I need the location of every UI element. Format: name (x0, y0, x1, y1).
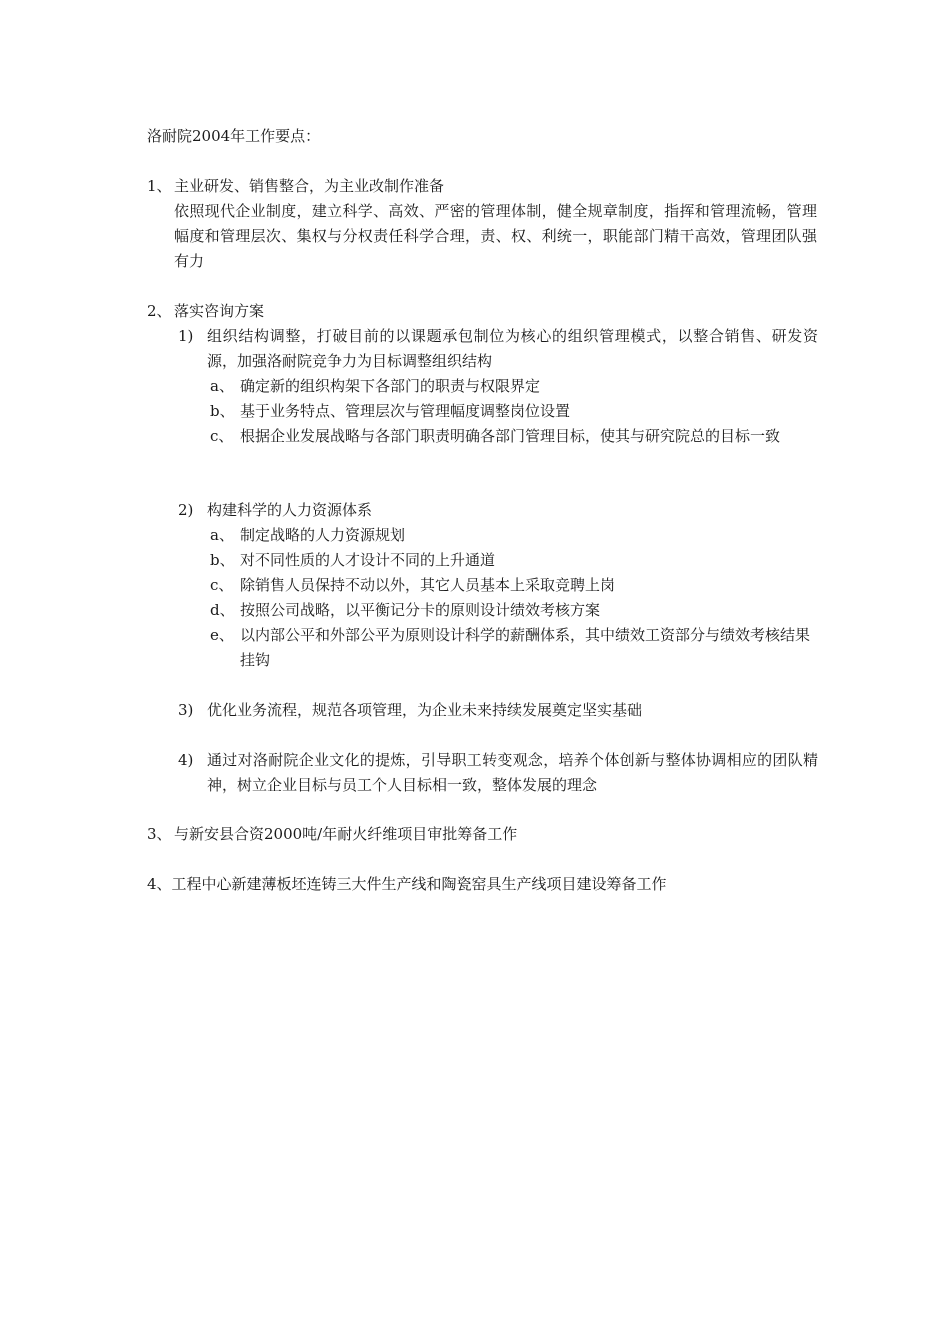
list-item-number: d、 (210, 601, 235, 619)
section-3-heading: 与新安县合资2000吨/年耐火纤维项目审批筹备工作 (174, 825, 518, 843)
list-item-number: c、 (210, 427, 234, 445)
section-4 (147, 872, 817, 897)
subsection-2-1-text: 组织结构调整，打破目前的以课题承包制位为核心的组织管理模式，以整合销售、研发资源，加强洛耐院竞争力为目标调整组织结构 (207, 327, 818, 370)
list-item-number: a、 (210, 526, 234, 544)
subsection-2-3 (178, 698, 818, 723)
subsection-2-2-number: 2) (178, 501, 194, 519)
list-item-text: 除销售人员保持不动以外，其它人员基本上采取竞聘上岗 (240, 576, 616, 594)
section-2-heading-row (147, 299, 817, 324)
section-2-heading: 落实咨询方案 (174, 302, 265, 320)
list-item-2-1-a (210, 374, 810, 399)
list-item-2-2-c (210, 573, 810, 598)
subsection-2-3-number: 3) (178, 701, 194, 719)
list-item-text: 以内部公平和外部公平为原则设计科学的薪酬体系，其中绩效工资部分与绩效考核结果挂钩 (240, 626, 811, 669)
list-item-2-2-e (210, 623, 810, 673)
list-item-text: 制定战略的人力资源规划 (240, 526, 406, 544)
subsection-2-3-text: 优化业务流程，规范各项管理，为企业未来持续发展奠定坚实基础 (207, 701, 643, 719)
subsection-2-4-text: 通过对洛耐院企业文化的提炼，引导职工转变观念，培养个体创新与整体协调相应的团队精神，树立企业目标与员工个人目标相一致，整体发展的理念 (207, 751, 818, 794)
section-1-heading: 主业研发、销售整合，为主业改制作准备 (174, 177, 445, 195)
list-item-number: b、 (210, 551, 235, 569)
list-item-2-2-b (210, 548, 810, 573)
section-3-heading-row (147, 822, 817, 847)
list-item-text: 对不同性质的人才设计不同的上升通道 (240, 551, 496, 569)
subsection-2-4-number: 4) (178, 751, 194, 769)
list-item-text: 基于业务特点、管理层次与管理幅度调整岗位设置 (240, 402, 571, 420)
subsection-2-2 (178, 498, 818, 523)
list-item-2-1-b (210, 399, 810, 424)
list-item-2-2-d (210, 598, 810, 623)
list-item-number: a、 (210, 377, 234, 395)
section-3-number: 3、 (147, 825, 172, 843)
section-4-heading: 4、工程中心新建薄板坯连铸三大件生产线和陶瓷窑具生产线项目建设筹备工作 (147, 875, 667, 893)
section-1-body: 依照现代企业制度，建立科学、高效、严密的管理体制，健全规章制度，指挥和管理流畅，管理幅度和管理层次、集权与分权责任科学合理，责、权、利统一，职能部门精干高效，管理团队强有力 (174, 202, 817, 270)
section-1-number: 1、 (147, 177, 172, 195)
list-item-number: b、 (210, 402, 235, 420)
subsection-2-1-number: 1) (178, 327, 194, 345)
subsection-2-2-text: 构建科学的人力资源体系 (207, 501, 373, 519)
list-item-number: e、 (210, 626, 234, 644)
section-2-number: 2、 (147, 302, 172, 320)
subsection-2-4 (178, 748, 818, 798)
list-item-text: 确定新的组织构架下各部门的职责与权限界定 (240, 377, 541, 395)
document-title: 洛耐院2004年工作要点： (147, 127, 321, 145)
list-item-2-1-c (210, 424, 810, 449)
list-item-2-2-a (210, 523, 810, 548)
subsection-2-1 (178, 324, 818, 374)
section-3 (147, 822, 817, 847)
list-item-text: 根据企业发展战略与各部门职责明确各部门管理目标，使其与研究院总的目标一致 (240, 427, 781, 445)
list-item-number: c、 (210, 576, 234, 594)
section-2 (147, 299, 817, 324)
section-1 (147, 174, 817, 274)
list-item-text: 按照公司战略，以平衡记分卡的原则设计绩效考核方案 (240, 601, 601, 619)
section-1-heading-row (147, 174, 817, 199)
